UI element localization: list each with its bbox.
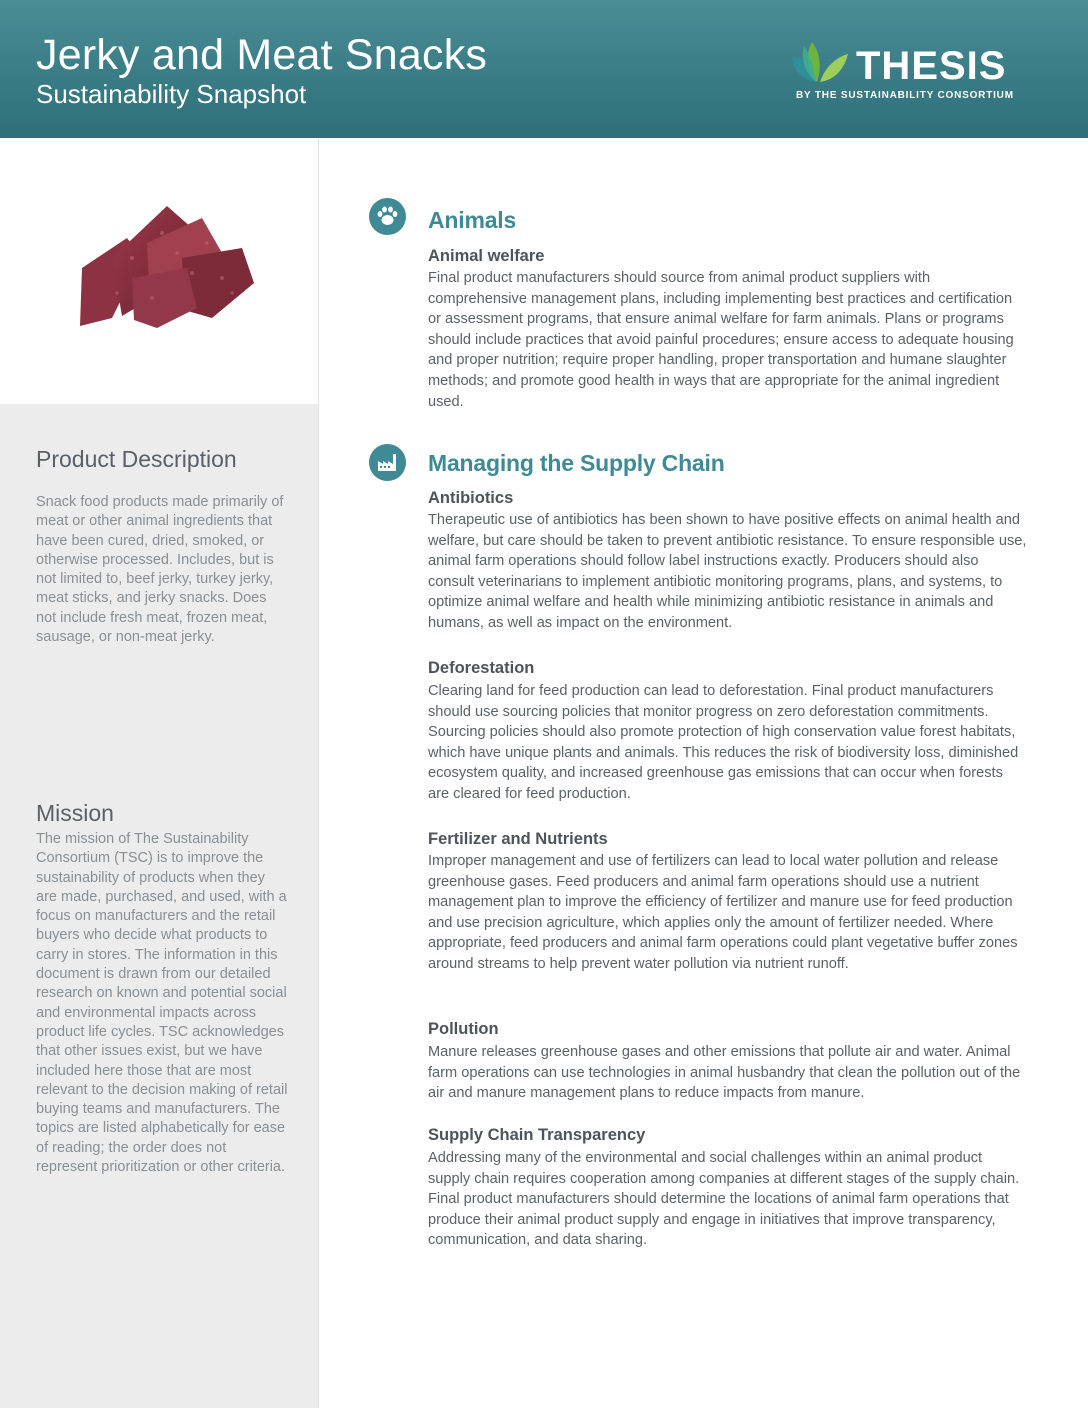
topic-title-fertilizer: Fertilizer and Nutrients xyxy=(428,830,608,848)
topic-title-supply-chain-transparency: Supply Chain Transparency xyxy=(428,1126,646,1144)
mission-heading: Mission xyxy=(36,800,114,826)
topic-body-pollution: Manure releases greenhouse gases and other emissions that pollute air and water. Animal farm operations can use technologies in animal husbandry that clean the pollution out of the air and manure management plans to reduce impacts from manure. xyxy=(428,1044,1021,1102)
factory-icon xyxy=(369,444,406,481)
topic-body-fertilizer: Improper management and use of fertilizers can lead to local water pollution and release greenhouse gases. Feed producers and animal farm operations should use a nutrient management plan to improve the efficiency of fertilizer and manure use for feed production and use precision agriculture, which applies only the amount of fertilizer needed. Where appropriate, feed producers and animal farm operations could plant vegetative buffer zones around streams to help prevent water pollution via nutrient runoff. xyxy=(428,853,1018,972)
jerky-image xyxy=(72,198,262,338)
brand-name: THESIS xyxy=(856,44,1007,88)
topic-title-pollution: Pollution xyxy=(428,1020,499,1038)
topic-title-antibiotics: Antibiotics xyxy=(428,489,514,507)
topic-title-animal-welfare: Animal welfare xyxy=(428,247,545,265)
paw-icon xyxy=(369,198,406,235)
topic-body-supply-chain-transparency: Addressing many of the environmental and social challenges within an animal product supply chain requires cooperation among companies at different stages of the supply chain. Final product manufacturers should determine the locations of animal farm operations that produce their animal product supply and engage in initiatives that improve transparency, communication, and data sharing. xyxy=(428,1150,1020,1249)
column-divider xyxy=(318,138,319,1408)
topic-title-deforestation: Deforestation xyxy=(428,659,535,677)
mission-text: The mission of The Sustainability Consortium (TSC) is to improve the sustainability of products when they are made, purchased, and used, with a focus on manufacturers and the retail buyers who decide what products to carry in stores. The information in this document is drawn from our detailed research on known and potential social and environmental impacts across product life cycles. TSC acknowledges that other issues exist, but we have included here those that are most relevant to the decision making of retail buying teams and manufacturers. The topics are listed alphabetically for ease of reading; the order does not represent prioritization or other criteria. xyxy=(36,831,288,1176)
product-description-heading: Product Description xyxy=(36,446,237,472)
brand-tagline: BY THE SUSTAINABILITY CONSORTIUM xyxy=(796,90,1014,101)
topic-body-animal-welfare: Final product manufacturers should source from animal product suppliers with comprehensive management plans, including implementing best practices and certification or assessment programs, that ensure animal welfare for farm animals. Plans or programs should include practices that avoid painful procedures; ensure access to adequate housing and proper nutrition; require proper handling, proper transportation and humane slaughter methods; and promote good health in ways that are appropriate for the animal ingredient used. xyxy=(428,270,1014,410)
thesis-logo xyxy=(790,38,1030,104)
page-title: Jerky and Meat Snacks xyxy=(36,31,488,79)
topic-body-antibiotics: Therapeutic use of antibiotics has been shown to have positive effects on animal health and welfare, but care should be taken to prevent antibiotic resistance. To ensure responsible use, animal farm operations should follow label instructions exactly. Producers should also consult veterinarians to implement antibiotic monitoring programs, plans, and systems, to optimize animal welfare and health while minimizing antibiotic resistance in animals and humans, as well as impact on the environment. xyxy=(428,512,1027,631)
topic-body-deforestation: Clearing land for feed production can lead to deforestation. Final product manufacturers should use sourcing policies that monitor progress on zero deforestation commitments. Sourcing policies should also promote protection of high conservation value forest habitats, which have unique plants and animals. This reduces the risk of biodiversity loss, diminished ecosystem quality, and increased greenhouse gas emissions that can occur when forests are cleared for feed production. xyxy=(428,683,1019,802)
page-header xyxy=(0,0,1088,138)
leaf-logo-icon xyxy=(790,38,852,84)
section-title-managing-supply-chain: Managing the Supply Chain xyxy=(428,450,725,476)
product-description-text: Snack food products made primarily of meat or other animal ingredients that have been cured, dried, smoked, or otherwise processed. Includes, but is not limited to, beef jerky, turkey jerky, meat sticks, and jerky snacks. Does not include fresh meat, frozen meat, sausage, or non-meat jerky. xyxy=(36,494,284,646)
page-subtitle: Sustainability Snapshot xyxy=(36,79,307,109)
section-title-animals: Animals xyxy=(428,207,517,233)
